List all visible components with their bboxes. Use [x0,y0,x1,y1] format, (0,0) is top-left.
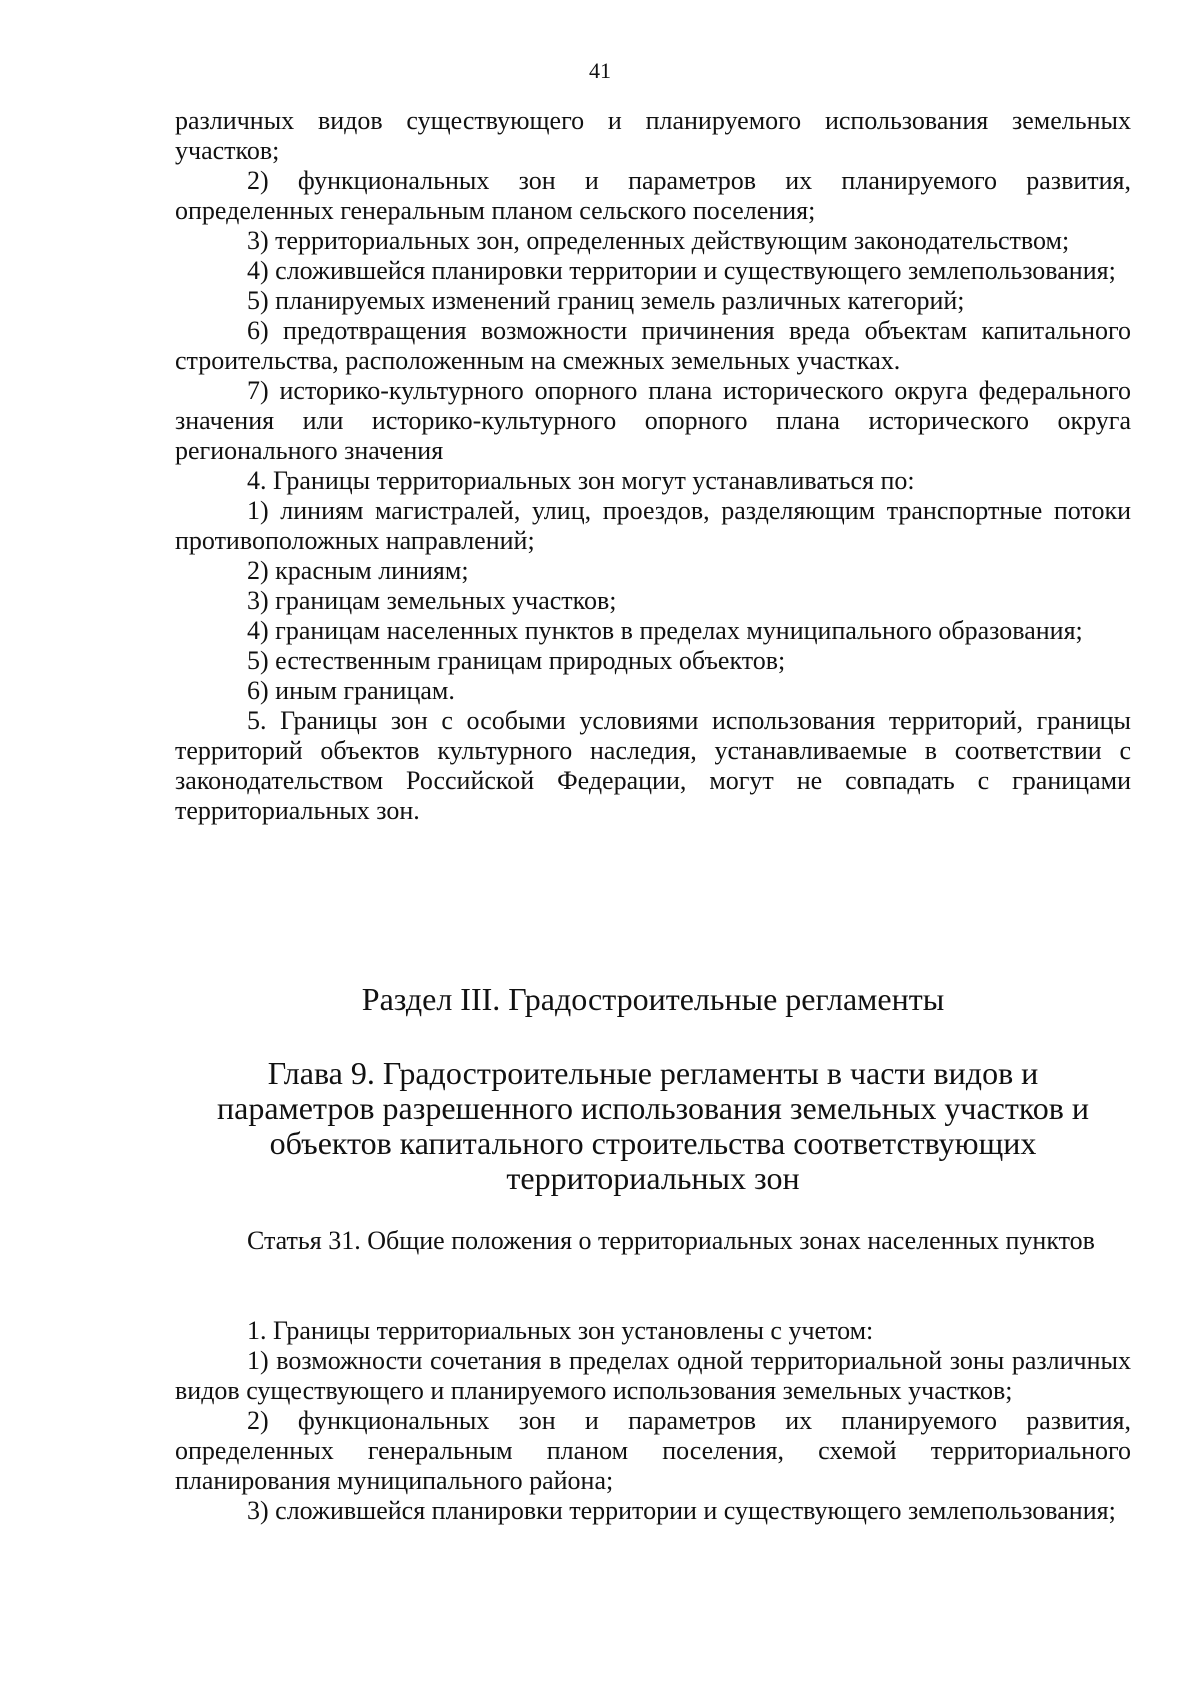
list-item: 4) границам населенных пунктов в пределах муниципального образования; [247,616,1083,645]
list-item: 6) предотвращения возможности причинения вреда объектам капитального строительства, расположенным на смежных земельных участках. [175,316,1131,375]
chapter-heading [195,1056,1111,1196]
text-block-upper [175,106,1131,826]
paragraph-continuation: различных видов существующего и планируемого использования земельных участков; [175,106,1131,165]
list-item: 7) историко-культурного опорного плана исторического округа федерального значения или историко-культурного опорного плана исторического округа регионального значения [175,376,1131,465]
numbered-clause: 5. Границы зон с особыми условиями использования территорий, границы территорий объектов культурного наследия, устанавливаемые в соответствии с законодательством Российской Федерации, могут не совпадать с границами территориальных зон. [175,706,1131,825]
list-item: 1) возможности сочетания в пределах одной территориальной зоны различных видов существующего и планируемого использования земельных участков; [175,1346,1131,1405]
page-number: 41 [589,58,611,83]
list-item: 4) сложившейся планировки территории и существующего землепользования; [247,256,1116,285]
list-item: 3) территориальных зон, определенных действующим законодательством; [247,226,1070,255]
article-heading: Статья 31. Общие положения о территориальных зонах населенных пунктов [247,1226,1095,1255]
list-item: 5) планируемых изменений границ земель различных категорий; [247,286,965,315]
chapter-heading-line: объектов капитального строительства соответствующих [269,1125,1037,1161]
chapter-heading-line: Глава 9. Градостроительные регламенты в части видов и [267,1055,1039,1091]
list-item: 5) естественным границам природных объектов; [247,646,786,675]
chapter-heading-line: параметров разрешенного использования земельных участков и [217,1090,1089,1126]
list-item: 6) иным границам. [247,676,455,705]
chapter-heading-line: территориальных зон [506,1160,800,1196]
list-item: 2) красным линиям; [247,556,469,585]
numbered-clause: 4. Границы территориальных зон могут устанавливаться по: [247,466,915,495]
list-item: 2) функциональных зон и параметров их планируемого развития, определенных генеральным планом поселения, схемой территориального планирования муниципального района; [175,1406,1131,1495]
list-item: 2) функциональных зон и параметров их планируемого развития, определенных генеральным планом сельского поселения; [175,166,1131,225]
list-item: 3) сложившейся планировки территории и существующего землепользования; [247,1496,1116,1525]
list-item: 1) линиям магистралей, улиц, проездов, разделяющим транспортные потоки противоположных направлений; [175,496,1131,555]
numbered-clause: 1. Границы территориальных зон установлены с учетом: [247,1316,874,1345]
section-heading: Раздел III. Градостроительные регламенты [361,981,945,1017]
text-block-lower [175,1316,1131,1526]
list-item: 3) границам земельных участков; [247,586,617,615]
